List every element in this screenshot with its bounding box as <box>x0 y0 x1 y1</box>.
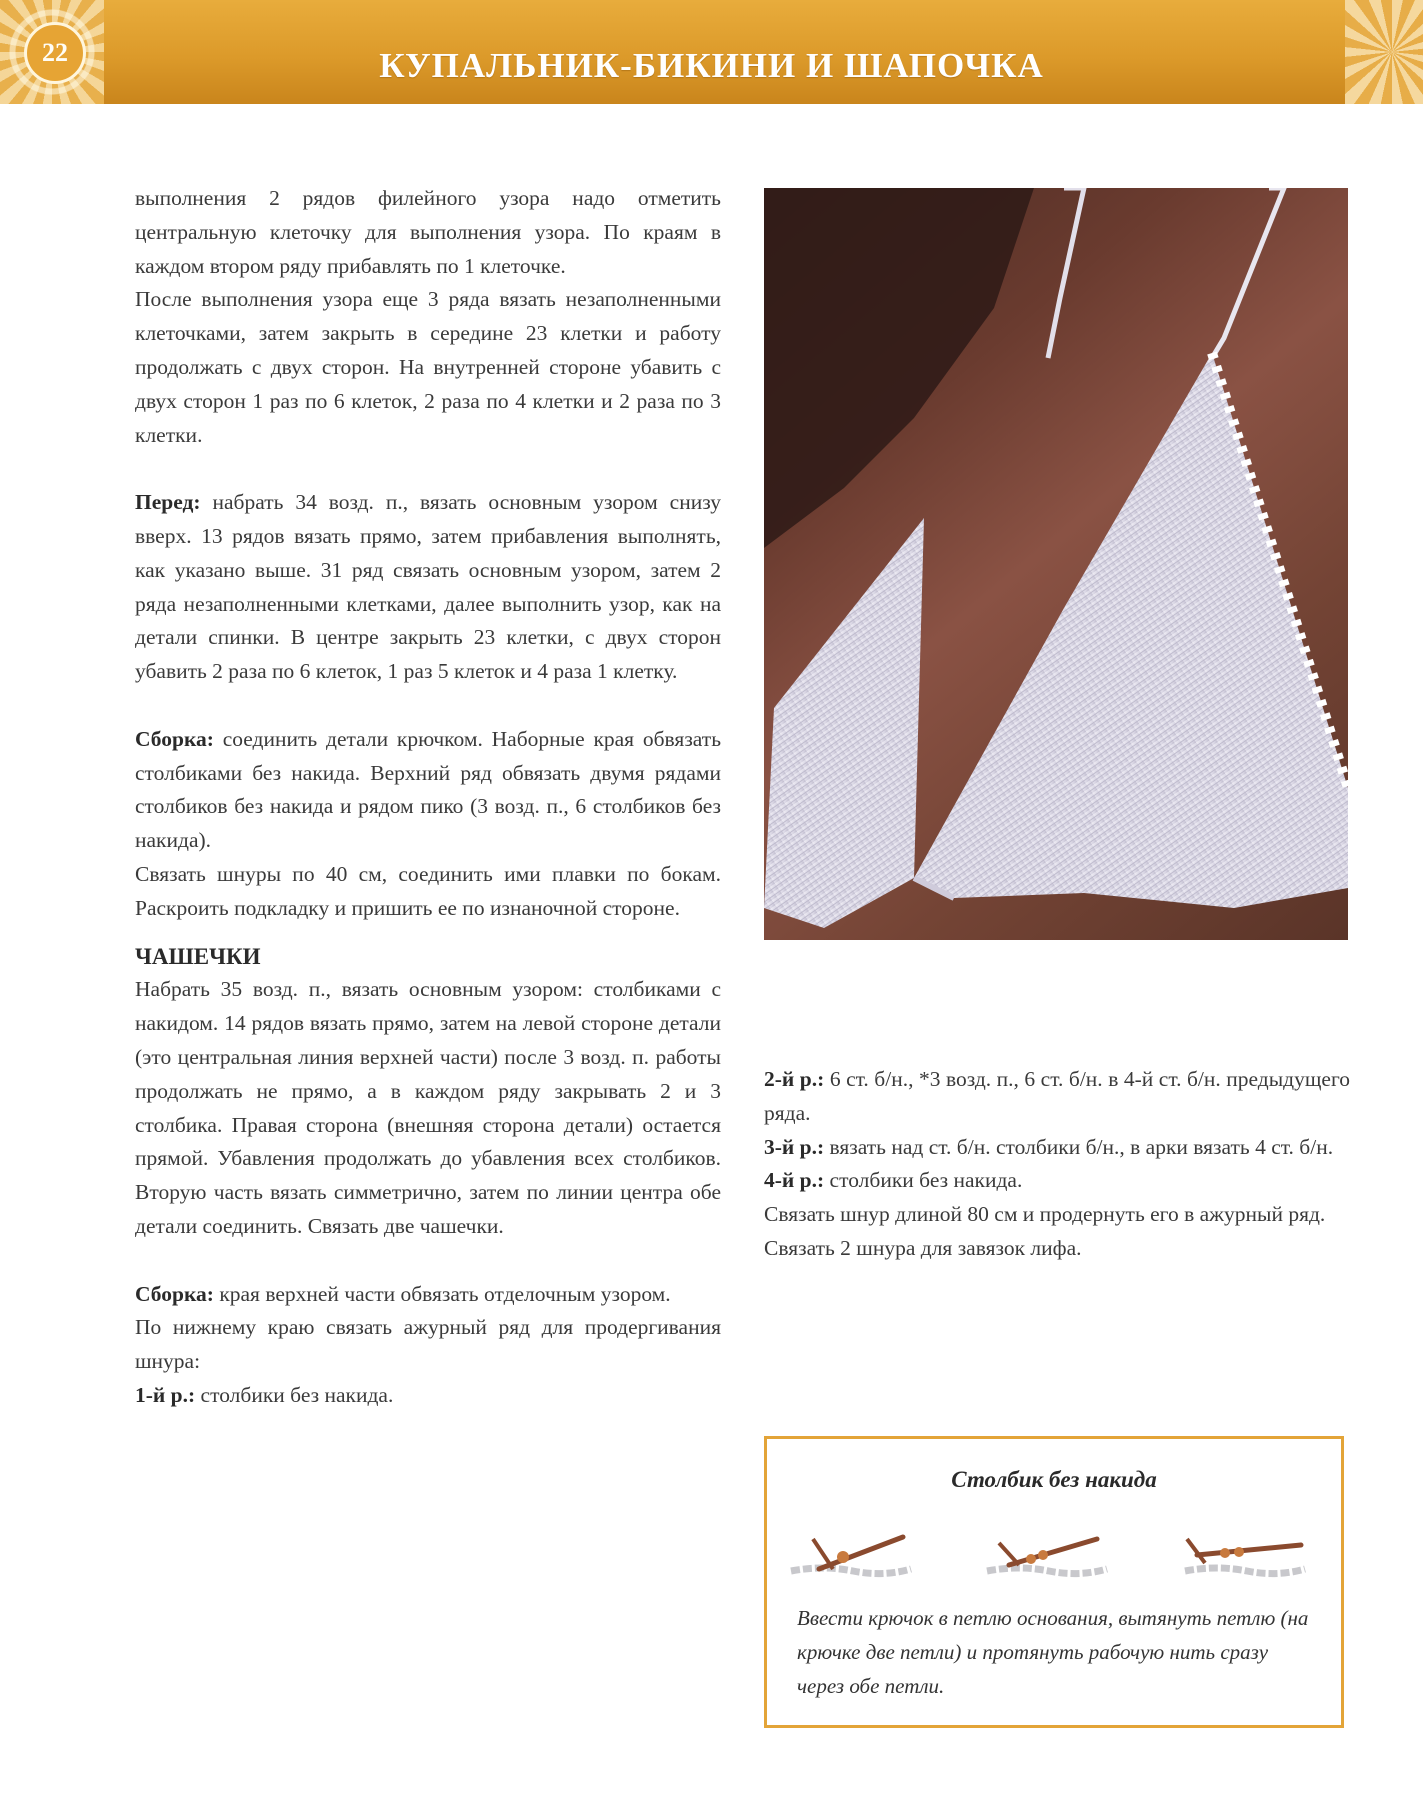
paragraph-assembly-2 <box>135 1278 721 1312</box>
info-box-title: Столбик без накида <box>951 1467 1157 1492</box>
paragraph-row-4 <box>764 1164 1350 1198</box>
paragraph-row-2 <box>764 1063 1350 1131</box>
row-4-label: 4-й р.: <box>764 1168 825 1193</box>
paragraph-pattern-continue: После выполнения узора еще 3 ряда вязать незаполненными клеточками, затем закрыть в середине 23 клетки и работу продолжать с двух сторон. На внутренней стороне убавить с двух сторон 1 раз по 6 клеток, 2 раза по 4 клетки и 2 раза по 3 клетки. <box>135 287 721 447</box>
stitch-step-1-icon <box>783 1519 913 1589</box>
paragraph-row-1 <box>135 1379 721 1413</box>
left-column <box>135 182 721 1413</box>
paragraph-pattern-start: выполнения 2 рядов филейного узора надо отметить центральную клеточку для выполнения узора. По краям в каждом втором ряду прибавлять по 1 клеточке. <box>135 186 721 278</box>
paragraph-front <box>135 486 721 689</box>
paragraph-cord-80: Связать шнур длиной 80 см и продернуть его в ажурный ряд. <box>764 1202 1326 1227</box>
assembly-label-1: Сборка: <box>135 726 214 751</box>
row-2-text: 6 ст. б/н., *3 возд. п., 6 ст. б/н. в 4-й ст. б/н. предыдущего ряда. <box>764 1067 1351 1125</box>
cups-heading: ЧАШЕЧКИ <box>135 943 261 969</box>
front-label: Перед: <box>135 490 201 515</box>
row-2-label: 2-й р.: <box>764 1067 825 1091</box>
row-1-text: столбики без накида. <box>195 1382 394 1407</box>
row-3-text: вязать над ст. б/н. столбики б/н., в арки вязать 4 ст. б/н. <box>824 1134 1334 1159</box>
paragraph-assembly-1 <box>135 723 721 858</box>
row-4-text: столбики без накида. <box>824 1168 1023 1193</box>
assembly-label-2: Сборка: <box>135 1281 214 1306</box>
info-box-text: Ввести крючок в петлю основания, вытянуть петлю (на крючке две петли) и протянуть рабочую нить сразу через обе петли. <box>797 1606 1309 1698</box>
paragraph-ties: Связать 2 шнура для завязок лифа. <box>764 1235 1082 1260</box>
page-number: 22 <box>24 22 86 84</box>
row-1-label: 1-й р.: <box>135 1382 196 1407</box>
paragraph-openwork: По нижнему краю связать ажурный ряд для продергивания шнура: <box>135 1315 721 1374</box>
bikini-top-photo <box>764 188 1348 940</box>
paragraph-cups: Набрать 35 возд. п., вязать основным узором: столбиками с накидом. 14 рядов вязать прямо, затем на левой стороне детали (это центральная линия верхней части) после 3 возд. п. работы продолжать не прямо, а в каждом ряду закрывать 2 и 3 столбика. Правая сторона (внешняя сторона детали) остается прямой. Убавления продолжать до убавления всех столбиков. Вторую часть вязать симметрично, затем по линии центра обе детали соединить. Связать две чашечки. <box>135 977 721 1238</box>
page-header <box>0 0 1423 104</box>
stitch-step-2-icon <box>979 1519 1109 1589</box>
assembly-text-2: края верхней части обвязать отделочным узором. <box>213 1281 671 1306</box>
right-column <box>764 1063 1350 1266</box>
assembly-text-1: соединить детали крючком. Наборные края обвязать столбиками без накида. Верхний ряд обвязать двумя рядами столбиков без накида и рядом пико (3 возд. п., 6 столбиков без накида). <box>135 726 721 853</box>
paragraph-row-3 <box>764 1131 1350 1165</box>
paragraph-cords: Связать шнуры по 40 см, соединить ими плавки по бокам. Раскроить подкладку и пришить ее по изнаночной стороне. <box>135 861 721 920</box>
front-text: набрать 34 возд. п., вязать основным узором снизу вверх. 13 рядов вязать прямо, затем прибавления выполнять, как указано выше. 31 ряд связать основным узором, затем 2 ряда незаполненными клетками, далее выполнить узор, как на детали спинки. В центре закрыть 23 клетки, с двух сторон убавить 2 раза по 6 клеток, 1 раз 5 клеток и 4 раза 1 клетку. <box>135 490 721 684</box>
row-3-label: 3-й р.: <box>764 1134 825 1159</box>
page-title: КУПАЛЬНИК-БИКИНИ И ШАПОЧКА <box>379 46 1044 85</box>
stitch-info-box <box>764 1436 1344 1728</box>
stitch-step-3-icon <box>1177 1519 1307 1589</box>
